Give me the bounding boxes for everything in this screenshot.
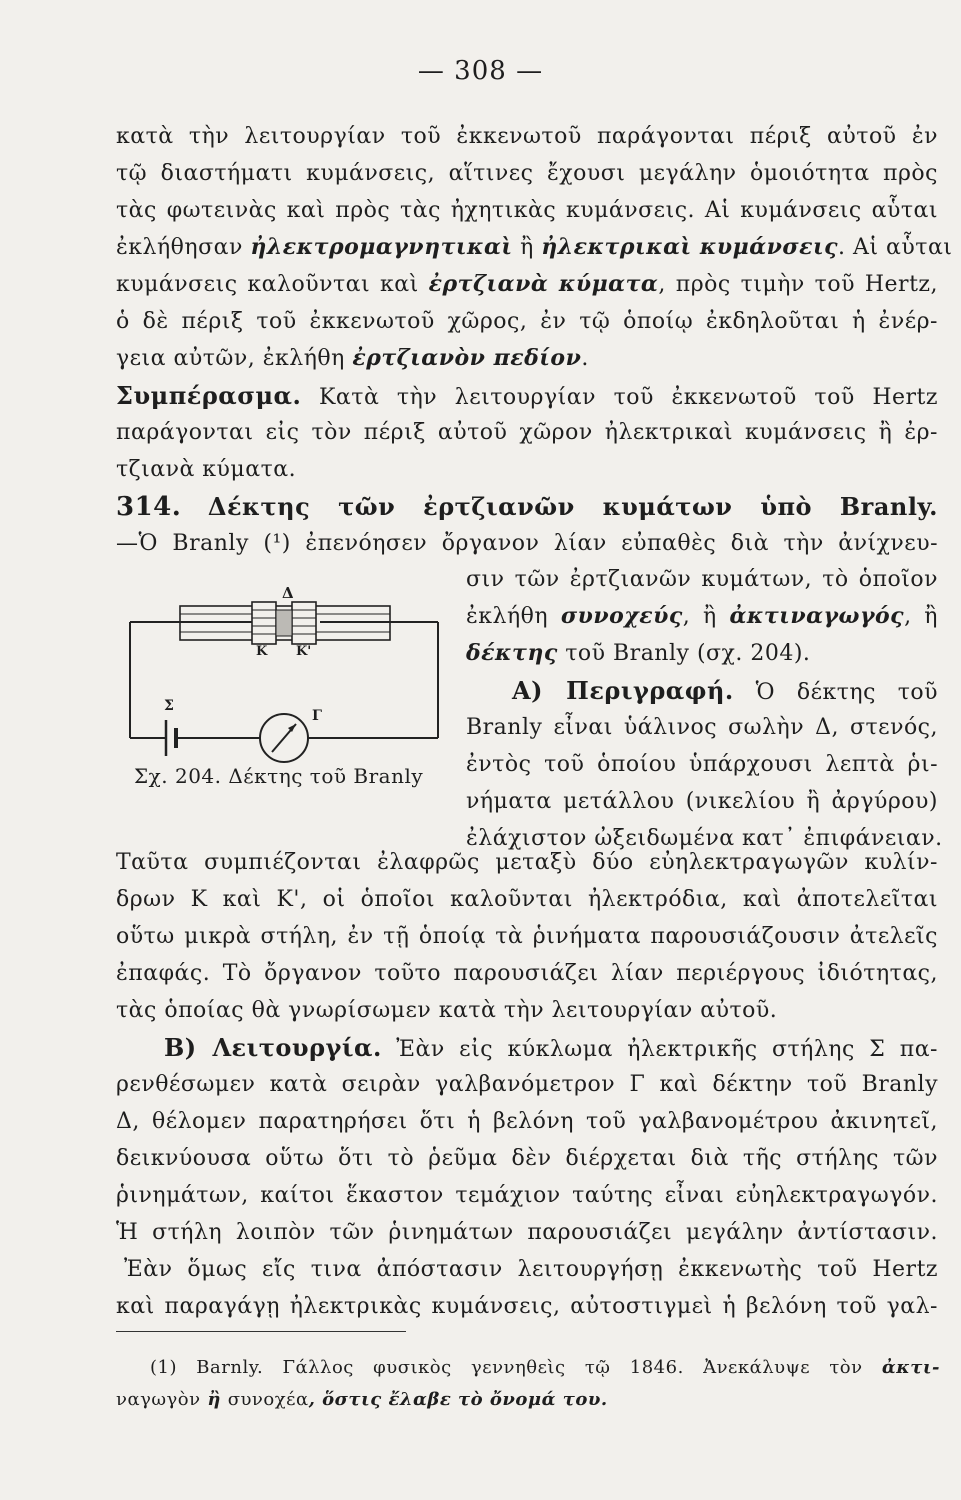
description-text: Ὁ δέκτης τοῦ (755, 680, 939, 705)
section-intro: —Ὁ Branly (¹) ἐπενόησεν ὄργανον λίαν εὐπαθὲς διὰ τὴν ἀνίχνευ- (116, 531, 938, 556)
text-line: ῥινημάτων, καίτοι ἕκαστον τεμάχιον ταύτης εἶναι εὐηλεκτραγωγόν. (116, 1183, 938, 1208)
label-sigma: Σ (164, 698, 174, 714)
text-line: ἐντὸς τοῦ ὁποίου ὑπάρχουσι λεπτὰ ῥι- (466, 752, 938, 777)
description-heading: Α) Περιγραφή. (512, 676, 734, 705)
text-line (116, 1029, 938, 1066)
conclusion-heading: Συμπέρασμα. (116, 381, 302, 410)
emphasized-term: δέκτης (466, 640, 558, 666)
text-line: ἐλάχιστον ὠξειδωμένα κατ᾽ ἐπιφάνειαν. (466, 826, 943, 851)
text-line (466, 672, 938, 709)
text-line: ἐπαφάς. Τὸ ὄργανον τοῦτο παρουσιάζει λίαν περιέργους ἰδιότητας, (116, 961, 938, 986)
text-line: γεια αὐτῶν, ἐκλήθη ἐρτζιανὸν πεδίον. (116, 345, 589, 371)
section-314 (116, 488, 938, 562)
text-line: τζιανὰ κύματα. (116, 457, 297, 482)
page-number: — 308 — (417, 56, 544, 86)
emphasized-term: ἐρτζιανὰ κύματα (428, 271, 659, 297)
text-line: καὶ παραγάγῃ ἠλεκτρικὰς κυμάνσεις, αὐτοστιγμεὶ ἡ βελόνη τοῦ γαλ- (116, 1294, 938, 1319)
footnote-line: ναγωγὸν ἢ συνοχέα, ὅστις ἔλαβε τὸ ὄνομά του. (116, 1389, 608, 1410)
footnote-divider (116, 1331, 406, 1332)
text-line: κυμάνσεις καλοῦνται καὶ ἐρτζιανὰ κύματα, πρὸς τιμὴν τοῦ Hertz, (116, 271, 938, 297)
text-line: νήματα μετάλλου (νικελίου ἢ ἀργύρου) (466, 789, 938, 814)
emphasized-term: ἠλεκτρικαὶ κυμάνσεις (541, 234, 839, 260)
figure-branly-receiver (116, 580, 456, 830)
section-title: Δέκτης τῶν ἐρτζιανῶν κυμάτων ὑπὸ Branly. (207, 492, 938, 521)
text-line: Δ, θέλομεν παρατηρήσει ὅτι ἡ βελόνη τοῦ γαλβανομέτρου ἀκινητεῖ, (116, 1109, 938, 1134)
text-line: Branly εἶναι ὑάλινος σωλὴν Δ, στενός, (466, 715, 938, 740)
emphasized-term: , ὅστις ἔλαβε τὸ ὄνομά του. (308, 1389, 608, 1410)
paragraph-filings (116, 844, 938, 1029)
text-line: παράγονται εἰς τὸν πέριξ αὐτοῦ χῶρον ἠλεκτρικαὶ κυμάνσεις ἢ ἐρ- (116, 420, 938, 445)
text-line (116, 377, 938, 414)
emphasized-term: συνοχεύς (560, 603, 683, 629)
text-line: σιν τῶν ἐρτζιανῶν κυμάτων, τὸ ὁποῖον (466, 567, 938, 592)
text-line: τῷ διαστήματι κυμάνσεις, αἵτινες ἔχουσι μεγάλην ὁμοιότητα πρὸς (116, 161, 938, 186)
paragraph-operation (116, 1029, 938, 1325)
conclusion-text: Κατὰ τὴν λειτουργίαν τοῦ ἐκκενωτοῦ τοῦ Hertz (318, 385, 938, 410)
text-line: τὰς φωτεινὰς καὶ πρὸς τὰς ἠχητικὰς κυμάνσεις. Αἱ κυμάνσεις αὗται (116, 198, 938, 223)
text-line: Ταῦτα συμπιέζονται ἐλαφρῶς μεταξὺ δύο εὐηλεκτραγωγῶν κυλίν- (116, 850, 938, 875)
text-line: ὁ δὲ πέριξ τοῦ ἐκκενωτοῦ χῶρος, ἐν τῷ ὁποίῳ ἐκδηλοῦται ἡ ἐνέρ- (116, 309, 938, 334)
right-column-text (466, 561, 943, 857)
text-line: δρων Κ καὶ Κ', οἱ ὁποῖοι καλοῦνται ἠλεκτρόδια, καὶ ἀποτελεῖται (116, 887, 938, 912)
text-line: Ἐὰν ὅμως εἴς τινα ἀπόστασιν λειτουργήσῃ ἐκκενωτὴς τοῦ Hertz (124, 1257, 938, 1282)
text-line: κατὰ τὴν λειτουργίαν τοῦ ἐκκενωτοῦ παράγονται πέριξ αὐτοῦ ἐν (116, 124, 938, 149)
emphasized-term: ἢ (200, 1389, 228, 1410)
paragraph-waves (116, 118, 953, 377)
section-title-line (116, 488, 938, 525)
text-line: ἐκλήθησαν ἠλεκτρομαγνητικαὶ ἢ ἠλεκτρικαὶ κυμάνσεις. Αἱ αὗται (116, 234, 953, 260)
emphasized-term: ἐρτζιανὸν πεδίον (352, 345, 582, 371)
footnote-line: (1) Barnly. Γάλλος φυσικὸς γεννηθεὶς τῷ 1846. Ἀνεκάλυψε τὸν ἀκτι- (150, 1357, 940, 1378)
emphasized-term: ἀκτιναγωγός (729, 603, 905, 629)
operation-text: Ἐὰν εἰς κύκλωμα ἠλεκτρικῆς στήλης Σ πα- (396, 1037, 938, 1062)
label-gamma: Γ (312, 708, 322, 724)
operation-heading: Β) Λειτουργία. (164, 1033, 382, 1062)
text-line: ἐκλήθη συνοχεύς, ἢ ἀκτιναγωγός, ἢ (466, 603, 938, 629)
emphasized-term: ἀκτι- (881, 1357, 940, 1378)
text-line: Ἡ στήλη λοιπὸν τῶν ῥινημάτων παρουσιάζει μεγάλην ἀντίστασιν. (116, 1220, 938, 1245)
label-delta: Δ (282, 584, 294, 602)
footnote (116, 1352, 940, 1416)
label-k-prime: Κ' (296, 644, 312, 659)
label-k: Κ (256, 644, 268, 659)
text-line: δέκτης τοῦ Branly (σχ. 204). (466, 640, 811, 666)
paragraph-conclusion (116, 377, 938, 488)
figure-caption: Σχ. 204. Δέκτης τοῦ Branly (134, 764, 424, 788)
text-line: δεικνύουσα οὕτω ὅτι τὸ ῥεῦμα δὲν διέρχεται διὰ τῆς στήλης τῶν (116, 1146, 938, 1171)
emphasized-term: ἠλεκτρομαγνητικαὶ (250, 234, 513, 260)
circuit-diagram (116, 580, 456, 770)
text-line: ρενθέσωμεν κατὰ σειρὰν γαλβανόμετρον Γ καὶ δέκτην τοῦ Branly (116, 1072, 938, 1097)
text-line: τὰς ὁποίας θὰ γνωρίσωμεν κατὰ τὴν λειτουργίαν αὐτοῦ. (116, 998, 778, 1023)
section-number: 314. (116, 492, 182, 522)
text-line: οὕτω μικρὰ στήλη, ἐν τῇ ὁποίᾳ τὰ ῥινήματα παρουσιάζουσιν ἀτελεῖς (116, 924, 938, 949)
